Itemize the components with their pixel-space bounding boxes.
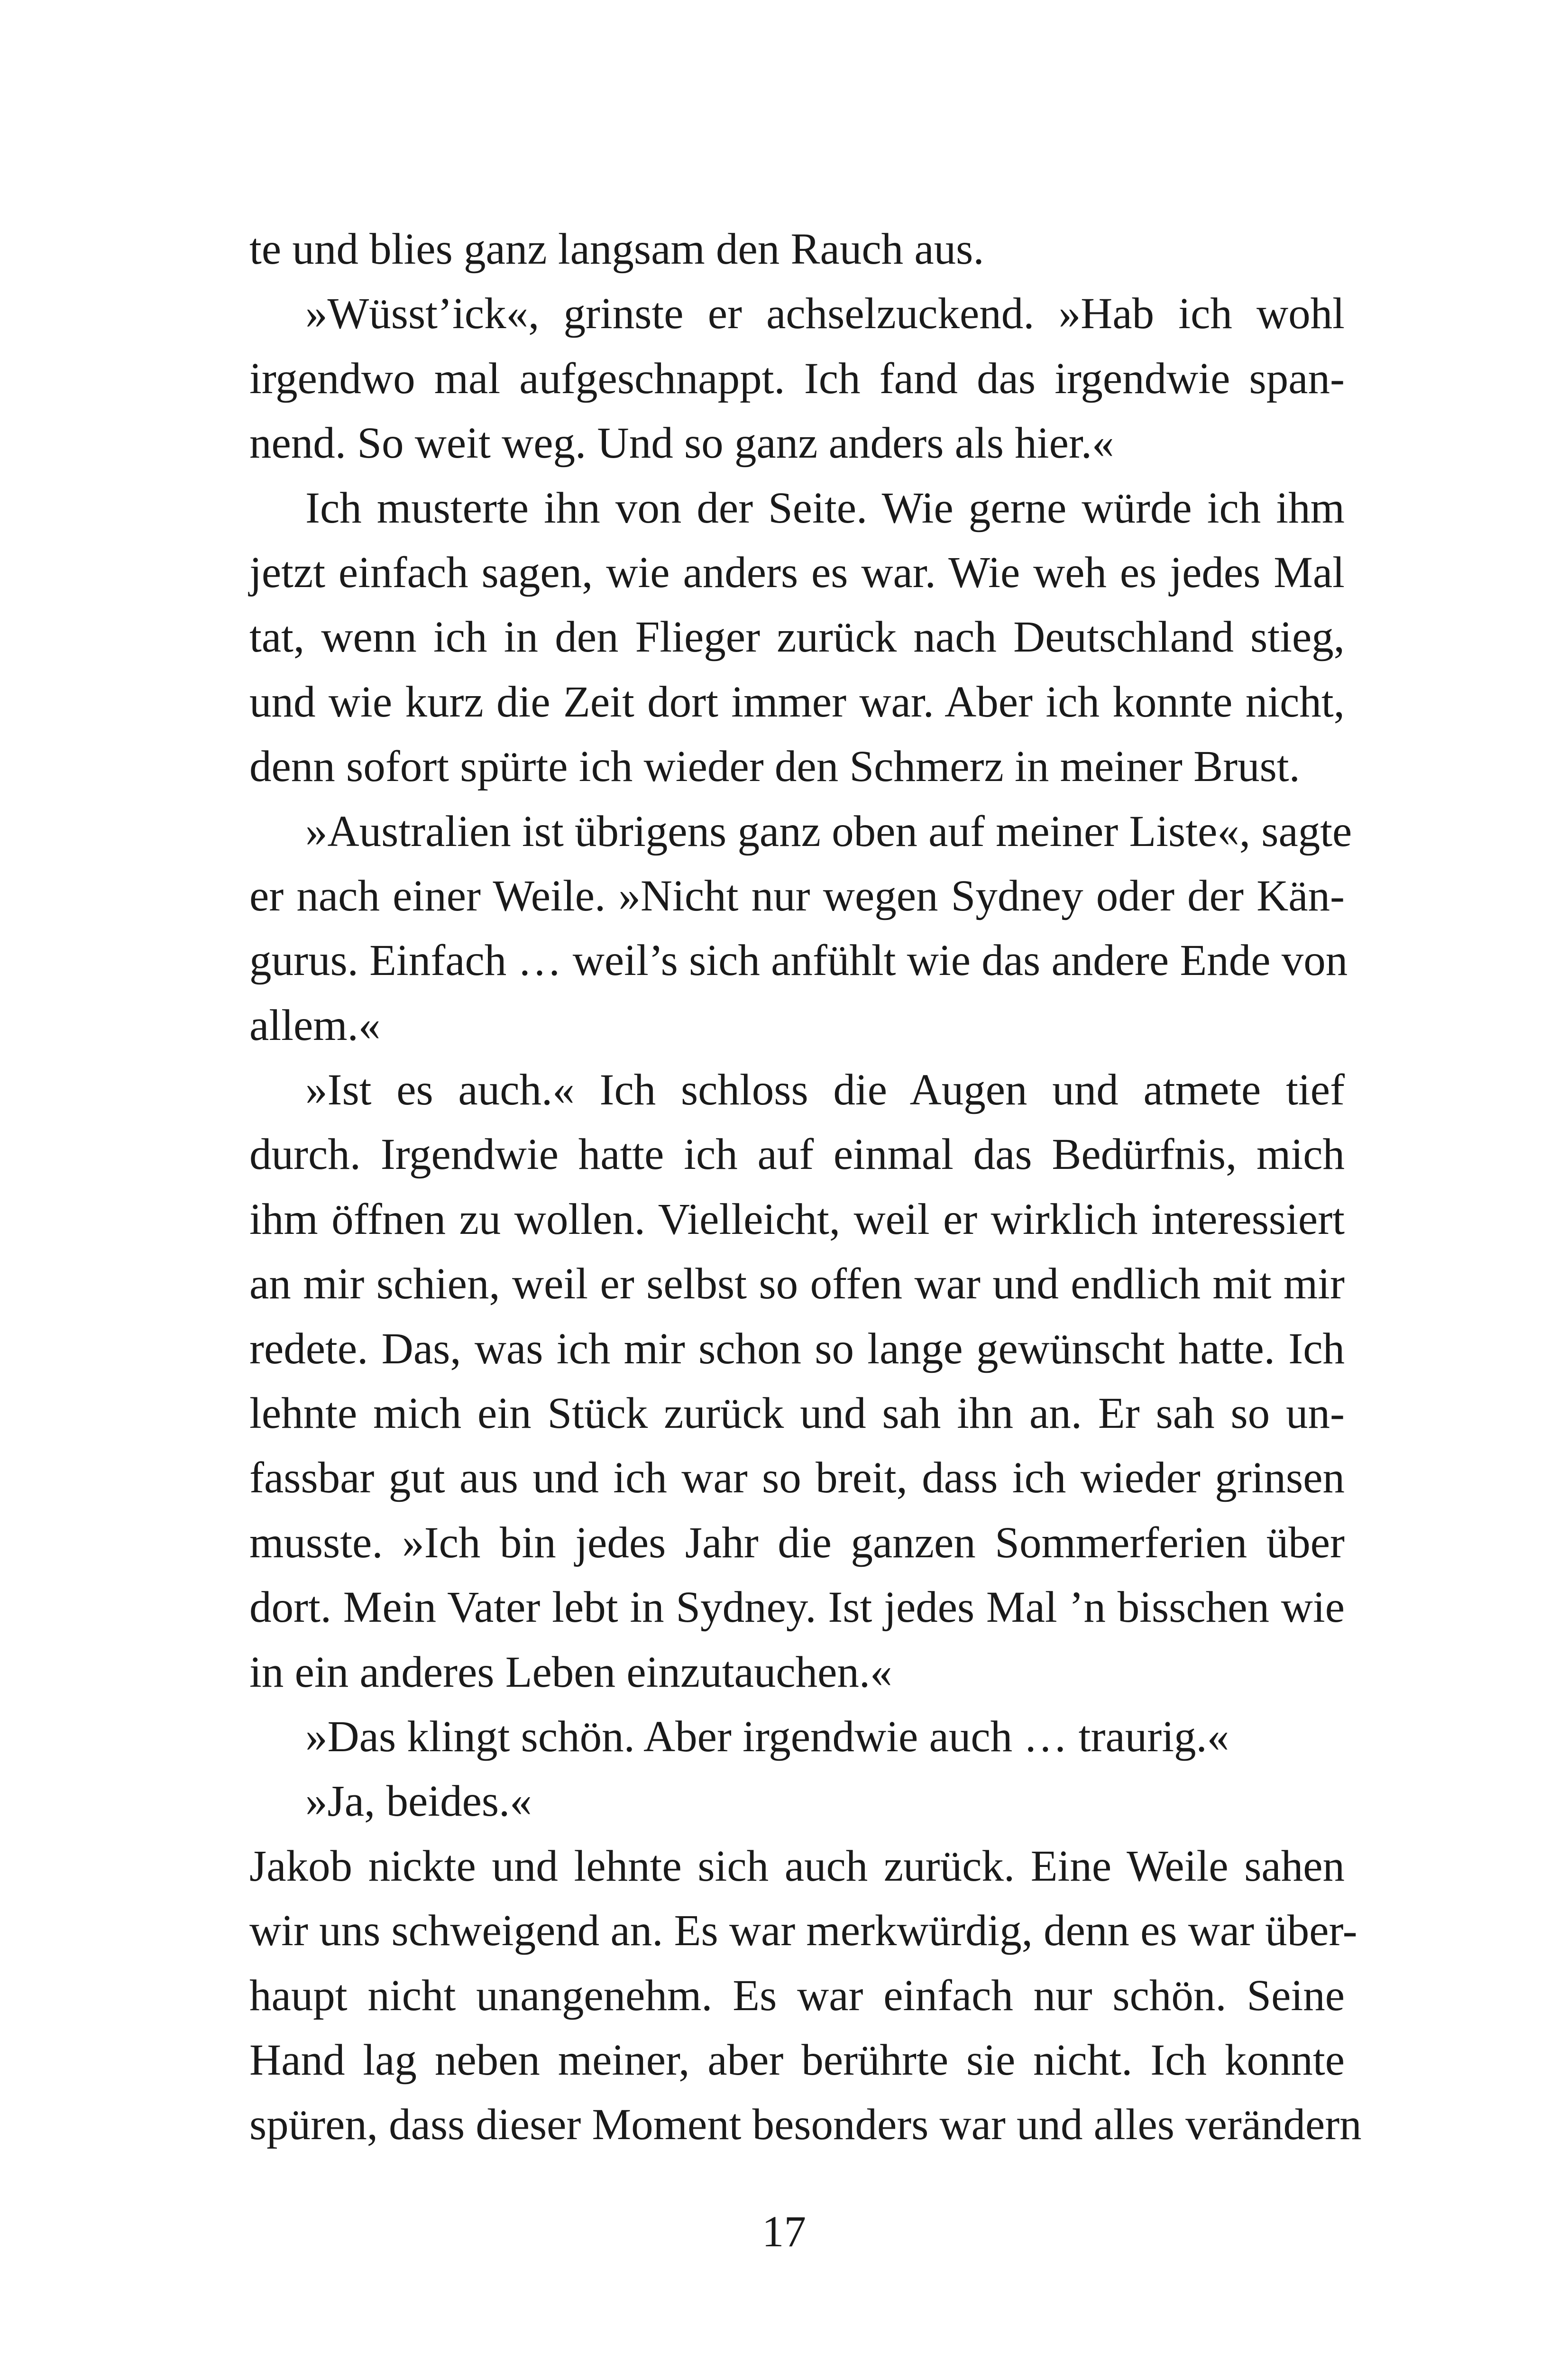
text-line: haupt nicht unangenehm. Es war einfach nur schön. Seine (249, 1971, 1345, 2020)
text-line: ihm öffnen zu wollen. Vielleicht, weil er wirklich interessiert (249, 1195, 1345, 1244)
text-line: fassbar gut aus und ich war so breit, dass ich wieder grinsen (249, 1453, 1345, 1503)
text-line: in ein anderes Leben einzutauchen.« (249, 1647, 892, 1697)
text-line: dort. Mein Vater lebt in Sydney. Ist jedes Mal ’n bisschen wie (249, 1583, 1345, 1632)
body-text (249, 217, 1362, 2158)
text-line: »Ja, beides.« (305, 1777, 532, 1826)
text-line: und wie kurz die Zeit dort immer war. Aber ich konnte nicht, (249, 677, 1345, 726)
text-line: »Wüsst’ick«, grinste er achselzuckend. »Hab ich wohl (305, 289, 1345, 339)
page-number: 17 (762, 2207, 806, 2256)
text-line: tat, wenn ich in den Flieger zurück nach Deutschland stieg, (249, 613, 1345, 662)
text-line: an mir schien, weil er selbst so offen war und endlich mit mir (249, 1259, 1345, 1309)
text-line: Hand lag neben meiner, aber berührte sie nicht. Ich konnte (249, 2035, 1345, 2085)
text-line: musste. »Ich bin jedes Jahr die ganzen Sommerferien über (249, 1518, 1345, 1567)
text-line: redete. Das, was ich mir schon so lange gewünscht hatte. Ich (249, 1324, 1345, 1373)
text-line: Jakob nickte und lehnte sich auch zurück. Eine Weile sahen (249, 1841, 1345, 1891)
text-line: er nach einer Weile. »Nicht nur wegen Sydney oder der Kän- (249, 871, 1345, 920)
text-line: »Ist es auch.« Ich schloss die Augen und atmete tief (305, 1066, 1345, 1115)
text-line: lehnte mich ein Stück zurück und sah ihn an. Er sah so un- (249, 1389, 1345, 1438)
text-line: Ich musterte ihn von der Seite. Wie gerne würde ich ihm (305, 483, 1345, 533)
text-line: denn sofort spürte ich wieder den Schmerz in meiner Brust. (249, 742, 1300, 791)
text-line: allem.« (249, 1001, 381, 1050)
text-line: nend. So weit weg. Und so ganz anders als hier.« (249, 419, 1114, 468)
text-line: spüren, dass dieser Moment besonders war und alles verändern (249, 2100, 1362, 2150)
text-line: »Das klingt schön. Aber irgendwie auch … traurig.« (305, 1712, 1229, 1761)
text-line: jetzt einfach sagen, wie anders es war. Wie weh es jedes Mal (249, 548, 1345, 597)
text-line: irgendwo mal aufgeschnappt. Ich fand das irgendwie span- (249, 354, 1345, 403)
text-line: gurus. Einfach … weil’s sich anfühlt wie das andere Ende von (249, 936, 1348, 985)
text-line: »Australien ist übrigens ganz oben auf meiner Liste«, sagte (305, 807, 1352, 856)
text-line: wir uns schweigend an. Es war merkwürdig, denn es war über- (249, 1906, 1357, 1956)
text-line: te und blies ganz langsam den Rauch aus. (249, 225, 984, 274)
text-line: durch. Irgendwie hatte ich auf einmal das Bedürfnis, mich (249, 1130, 1345, 1179)
